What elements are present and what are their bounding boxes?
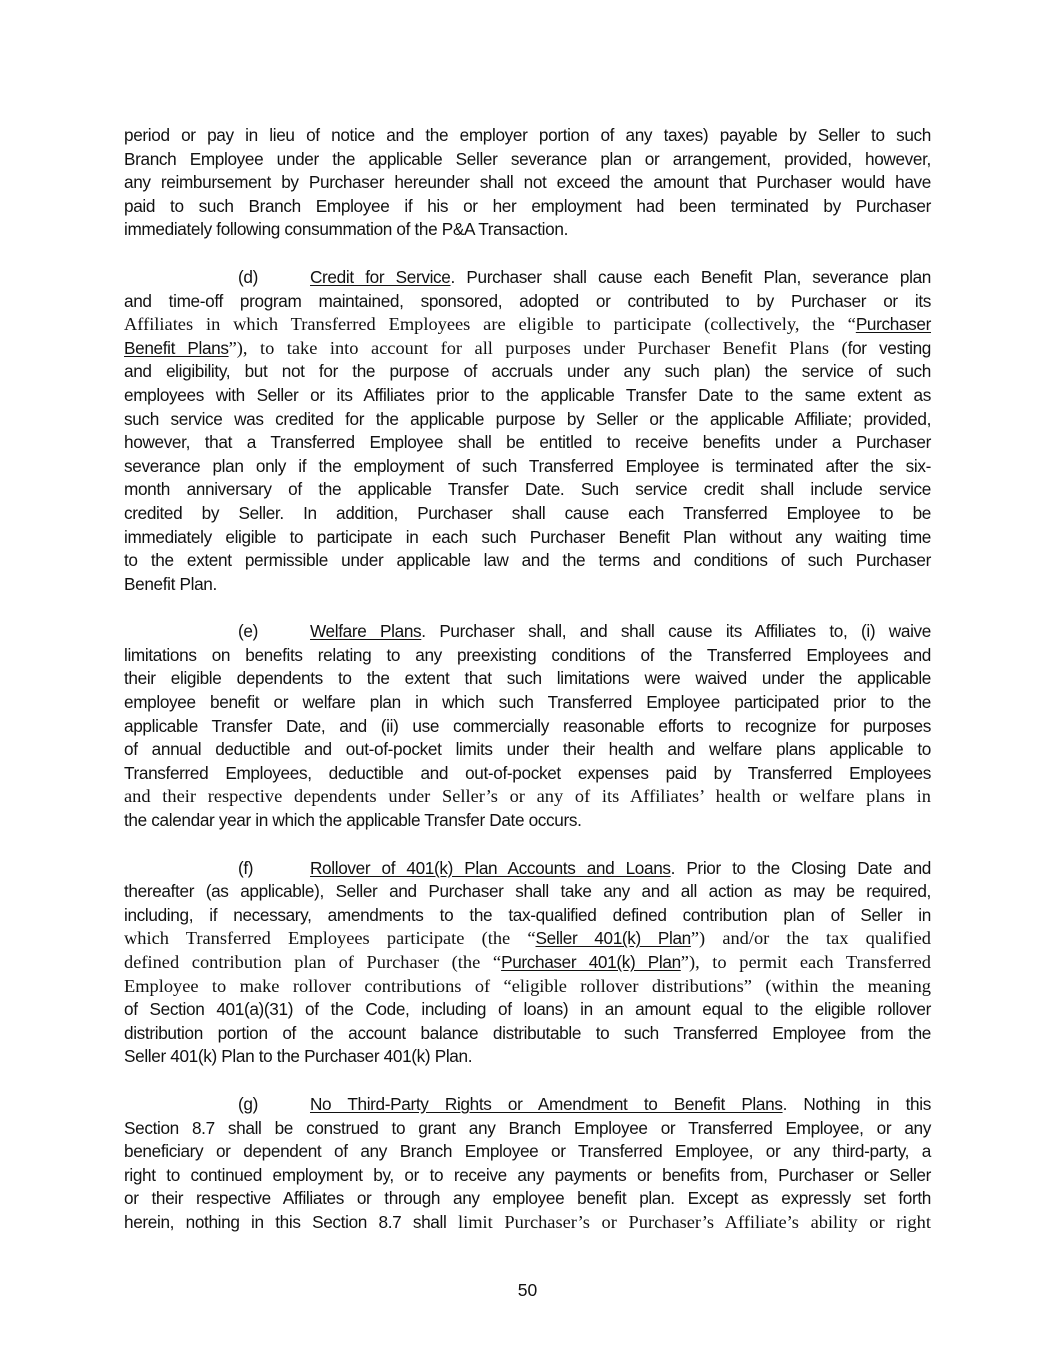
text-line: [124, 337, 931, 361]
section-label: (g): [238, 1093, 258, 1114]
text-line: Branch Employee under the applicable Seller severance plan or arrangement, provided, however,: [124, 148, 931, 169]
text-run: . Purchaser shall, and shall cause its Affiliates to, (i) waive: [421, 621, 931, 642]
paragraph-e-welfare-plans: [124, 620, 931, 832]
text-line: including, if necessary, amendments to the tax-qualified defined contribution plan of Seller in: [124, 904, 931, 925]
text-line: month anniversary of the applicable Transfer Date. Such service credit shall include service: [124, 479, 931, 500]
text-line: severance plan only if the employment of such Transferred Employee is terminated after the six-: [124, 455, 931, 476]
paragraph-first-line: [124, 266, 931, 290]
text-run: . Purchaser shall cause each Benefit Plan, severance plan: [450, 266, 932, 287]
document-page: [124, 124, 931, 1259]
text-line: beneficiary or dependent of any Branch Employee or Transferred Employee, or any third-party, a: [124, 1141, 931, 1162]
text-line: [124, 951, 931, 975]
text-line: Employee to make rollover contributions of “eligible rollover distributions” (within the meaning: [124, 975, 931, 996]
paragraph-g-no-third-party-rights: [124, 1093, 931, 1235]
text-line: and their respective dependents under Seller’s or any of its Affiliates’ health or welfare plans in: [124, 786, 931, 807]
section-label: (d): [238, 266, 258, 287]
paragraph-d-credit-for-service: [124, 266, 931, 596]
section-label: (f): [238, 857, 254, 878]
text-line: Transferred Employees, deductible and out-of-pocket expenses paid by Transferred Employees: [124, 762, 931, 783]
text-run: ”), to permit each Transferred: [680, 952, 931, 972]
paragraph-first-line: [124, 857, 931, 881]
text-run: defined contribution plan of Purchaser (the “: [124, 952, 502, 972]
text-line: period or pay in lieu of notice and the employer portion of any taxes) payable by Seller to such: [124, 125, 931, 145]
text-run: which Transferred Employees participate (the “: [124, 928, 536, 949]
text-line: and time-off program maintained, sponsored, adopted or contributed to by Purchaser or its: [124, 290, 931, 311]
text-line: thereafter (as applicable), Seller and Purchaser shall take any and all action as may be required,: [124, 881, 931, 902]
text-line: paid to such Branch Employee if his or her employment had been terminated by Purchaser: [124, 195, 931, 216]
text-run: herein, nothing in this Section 8.7 shall: [124, 1211, 458, 1232]
text-line: [124, 1211, 931, 1235]
text-run: . Nothing in this: [782, 1093, 931, 1114]
text-line: of Section 401(a)(31) of the Code, including of loans) in an amount equal to the eligible rollover: [124, 999, 931, 1020]
text-line: limitations on benefits relating to any preexisting conditions of the Transferred Employees and: [124, 644, 931, 665]
text-run: . Prior to the Closing Date and: [670, 857, 931, 878]
text-run: Affiliates in which Transferred Employees are eligible to participate (collectively, the “: [124, 314, 856, 335]
section-heading: Rollover of 401(k) Plan Accounts and Loans: [310, 857, 671, 878]
section-heading: Credit for Service: [310, 266, 451, 287]
text-line: their eligible dependents to the extent that such limitations were waived under the applicable: [124, 668, 931, 689]
text-line: [124, 927, 931, 951]
defined-term: Benefit Plans: [124, 337, 229, 358]
text-line: to the extent permissible under applicable law and the terms and conditions of such Purchaser: [124, 550, 931, 571]
text-line: immediately following consummation of the P&A Transaction.: [124, 219, 568, 240]
text-line: [124, 313, 931, 337]
text-line: Seller 401(k) Plan to the Purchaser 401(k) Plan.: [124, 1046, 473, 1067]
text-line: employees with Seller or its Affiliates prior to the applicable Transfer Date to the same extent as: [124, 384, 931, 405]
defined-term: Purchaser: [855, 314, 931, 335]
section-heading: No Third-Party Rights or Amendment to Benefit Plans: [310, 1093, 783, 1114]
section-label: (e): [238, 621, 258, 642]
text-line: right to continued employment by, or to receive any payments or benefits from, Purchaser or Seller: [124, 1164, 931, 1185]
defined-term: Seller 401(k) Plan: [535, 928, 691, 949]
text-line: the calendar year in which the applicable Transfer Date occurs.: [124, 810, 582, 831]
text-line: employee benefit or welfare plan in which such Transferred Employee participated prior to the: [124, 692, 931, 713]
paragraph-first-line: [124, 620, 931, 644]
paragraph-first-line: [124, 1093, 931, 1117]
text-line: applicable Transfer Date, and (ii) use commercially reasonable efforts to recognize for purposes: [124, 715, 931, 736]
text-run: for vesting: [847, 337, 931, 358]
paragraph-f-rollover-401k: [124, 857, 931, 1069]
text-line: distribution portion of the account balance distributable to such Transferred Employee from the: [124, 1022, 931, 1043]
text-run: limit Purchaser’s or Purchaser’s Affiliate’s ability or right: [457, 1211, 931, 1232]
page-number: 50: [517, 1280, 538, 1300]
section-heading: Welfare Plans: [310, 621, 422, 642]
text-line: immediately eligible to participate in each such Purchaser Benefit Plan without any waiting time: [124, 526, 931, 547]
text-line: Benefit Plan.: [124, 573, 217, 594]
defined-term: Purchaser 401(k) Plan: [501, 952, 681, 972]
paragraph-c-continued: [124, 124, 931, 242]
text-line: credited by Seller. In addition, Purchaser shall cause each Transferred Employee to be: [124, 502, 931, 523]
text-line: any reimbursement by Purchaser hereunder shall not exceed the amount that Purchaser would have: [124, 172, 931, 193]
text-run: ”), to take into account for all purposes under Purchaser Benefit Plans (: [228, 337, 848, 358]
text-line: or their respective Affiliates or through any employee benefit plan. Except as expressly set forth: [124, 1188, 931, 1209]
text-line: of annual deductible and out-of-pocket limits under their health and welfare plans applicable to: [124, 739, 931, 760]
text-run: ”) and/or the tax qualified: [690, 928, 932, 949]
text-line: however, that a Transferred Employee shall be entitled to receive benefits under a Purchaser: [124, 432, 931, 453]
text-line: Section 8.7 shall be construed to grant any Branch Employee or Transferred Employee, or any: [124, 1117, 931, 1138]
text-line: and eligibility, but not for the purpose of accruals under any such plan) the service of such: [124, 361, 931, 382]
text-line: such service was credited for the applicable purpose by Seller or the applicable Affiliate; provided,: [124, 408, 931, 429]
